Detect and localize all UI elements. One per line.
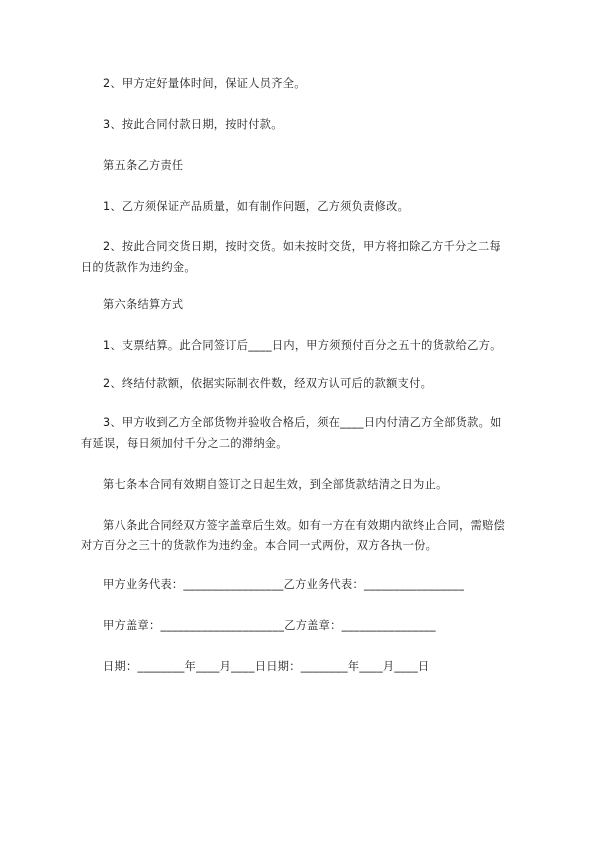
clause-6-item-3: 3、甲方收到乙方全部货物并验收合格后，须在____日内付清乙方全部货款。如	[103, 416, 502, 429]
clause-5-item-2: 2、按此合同交货日期，按时交货。如未按时交货，甲方将扣除乙方千分之二每	[103, 240, 501, 253]
clause-6-item-2: 2、终结付款额，依据实际制衣件数，经双方认可后的款额支付。	[103, 377, 433, 390]
clause-7: 第七条本合同有效期自签订之日起生效，到全部货款结清之日为止。	[103, 478, 448, 491]
clause-5-item-2-cont: 日的货款作为违约金。	[81, 261, 196, 274]
date-line: 日期：________年____月____日日期：________年____月____日	[103, 660, 430, 673]
clause-5-heading: 第五条乙方责任	[103, 159, 184, 172]
business-representative-line: 甲方业务代表：_________________乙方业务代表：_________________	[103, 578, 465, 591]
seal-line: 甲方盖章：_____________________乙方盖章：________________	[103, 619, 436, 632]
clause-4-item-3: 3、按此合同付款日期，按时付款。	[103, 118, 283, 131]
clause-6-heading: 第六条结算方式	[103, 298, 184, 311]
clause-4-item-2: 2、甲方定好量体时间，保证人员齐全。	[103, 77, 306, 90]
clause-6-item-3-cont: 有延误，每日须加付千分之二的滞纳金。	[81, 437, 288, 450]
clause-8: 第八条此合同经双方签字盖章后生效。如有一方在有效期内欲终止合同，需赔偿	[103, 519, 506, 532]
clause-5-item-1: 1、乙方须保证产品质量，如有制作问题，乙方须负责修改。	[103, 200, 410, 213]
clause-6-item-1: 1、支票结算。此合同签订后____日内，甲方须预付百分之五十的货款给乙方。	[103, 339, 502, 352]
clause-8-cont: 对方百分之三十的货款作为违约金。本合同一式两份，双方各执一份。	[81, 539, 438, 552]
